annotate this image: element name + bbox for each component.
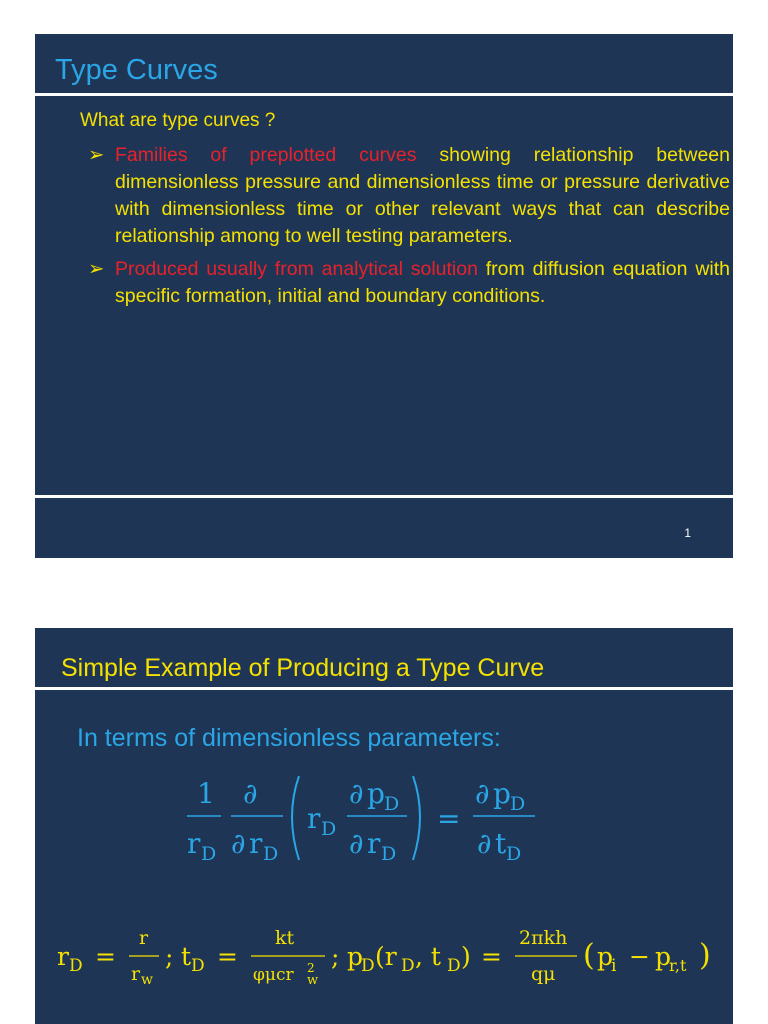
eq2-sep: ; [331, 942, 340, 971]
bullet-highlight: Families of preplotted curves [115, 144, 417, 166]
title-divider [35, 687, 733, 690]
eq1-equals: = [437, 802, 461, 835]
eq1-partial: ∂ [477, 827, 492, 860]
eq2-paren-close: ) [699, 938, 711, 973]
eq1-partial: ∂ [231, 827, 246, 860]
eq2-p: p [347, 942, 364, 971]
eq2-sub: r,t [669, 956, 687, 975]
eq2-den: r [131, 963, 141, 985]
eq2-sup: 2 [307, 961, 315, 975]
eq2-close: ) [461, 942, 471, 971]
eq2-sub: w [307, 973, 319, 988]
eq2-t: t [181, 942, 192, 971]
eq1-r: r [249, 827, 263, 860]
eq2-den: qμ [531, 963, 556, 985]
eq1-r: r [367, 827, 381, 860]
bullet-text: showing relationship between dimensionless pressure and dimensionless time or pressure derivative with dimensionless time or other relevant ways that can describe relationship among to well testing parameters. [115, 144, 730, 247]
eq2-sub: D [191, 956, 205, 976]
arrow-bullet-icon: ➢ [88, 258, 105, 280]
eq2-sub: D [361, 956, 375, 976]
bullet-text: from diffusion equation with specific formation, initial and boundary conditions. [115, 258, 730, 307]
eq1-sub: D [321, 818, 337, 840]
eq1-sub: D [201, 843, 217, 865]
eq1-sub: D [506, 843, 522, 865]
eq2-paren-open: ( [583, 938, 595, 973]
eq2-sep: ; [165, 942, 174, 971]
footer-divider [35, 495, 733, 498]
eq2-num: kt [275, 927, 295, 949]
eq1-sub: D [384, 793, 400, 815]
right-paren [413, 776, 420, 860]
eq2-den: φμcr [253, 965, 294, 985]
slide-1-title: Type Curves [55, 54, 218, 86]
eq2-num: 2πkh [519, 927, 568, 949]
slide-2-title: Simple Example of Producing a Type Curve [61, 654, 545, 682]
eq1-r: r [307, 802, 321, 835]
dimensionless-definitions [35, 918, 733, 998]
eq2-sub: D [401, 956, 415, 976]
eq2-equals: = [217, 942, 238, 971]
question-text: What are type curves ? [80, 110, 276, 131]
eq2-num: r [139, 927, 149, 949]
eq2-minus: − [629, 942, 650, 971]
diffusion-equation [35, 768, 733, 868]
eq2-prt: p [655, 942, 672, 971]
slide-2 [35, 628, 733, 1024]
eq1-partial: ∂ [475, 777, 490, 810]
eq1-sub: D [263, 843, 279, 865]
page-number: 1 [684, 526, 691, 540]
eq1-r: r [187, 827, 201, 860]
eq2-equals: = [481, 942, 502, 971]
bullet-list [80, 142, 730, 316]
bullet-item-1 [80, 142, 730, 250]
slide-1 [35, 34, 733, 558]
subtitle-text: In terms of dimensionless parameters: [77, 724, 501, 752]
eq1-partial: ∂ [349, 827, 364, 860]
eq2-sub: D [447, 956, 461, 976]
bullet-highlight: Produced usually from analytical solution [115, 258, 478, 280]
eq2-pi: p [597, 942, 614, 971]
eq2-r: r [57, 942, 69, 971]
arrow-bullet-icon: ➢ [88, 144, 105, 166]
eq1-p: p [367, 777, 385, 810]
eq1-sub: D [381, 843, 397, 865]
eq1-t: t [495, 827, 507, 860]
eq2-equals: = [95, 942, 116, 971]
eq2-sub: w [141, 972, 153, 988]
bullet-item-2 [80, 256, 730, 310]
eq1-sub: D [510, 793, 526, 815]
eq2-comma: , t [415, 942, 441, 971]
left-paren [292, 776, 299, 860]
eq1-one: 1 [197, 777, 215, 810]
eq2-args: (r [375, 942, 397, 971]
eq1-partial: ∂ [349, 777, 364, 810]
title-divider [35, 93, 733, 96]
eq1-partial: ∂ [243, 777, 258, 810]
eq1-p: p [493, 777, 511, 810]
eq2-sub: i [611, 956, 617, 976]
eq2-sub: D [69, 956, 83, 976]
